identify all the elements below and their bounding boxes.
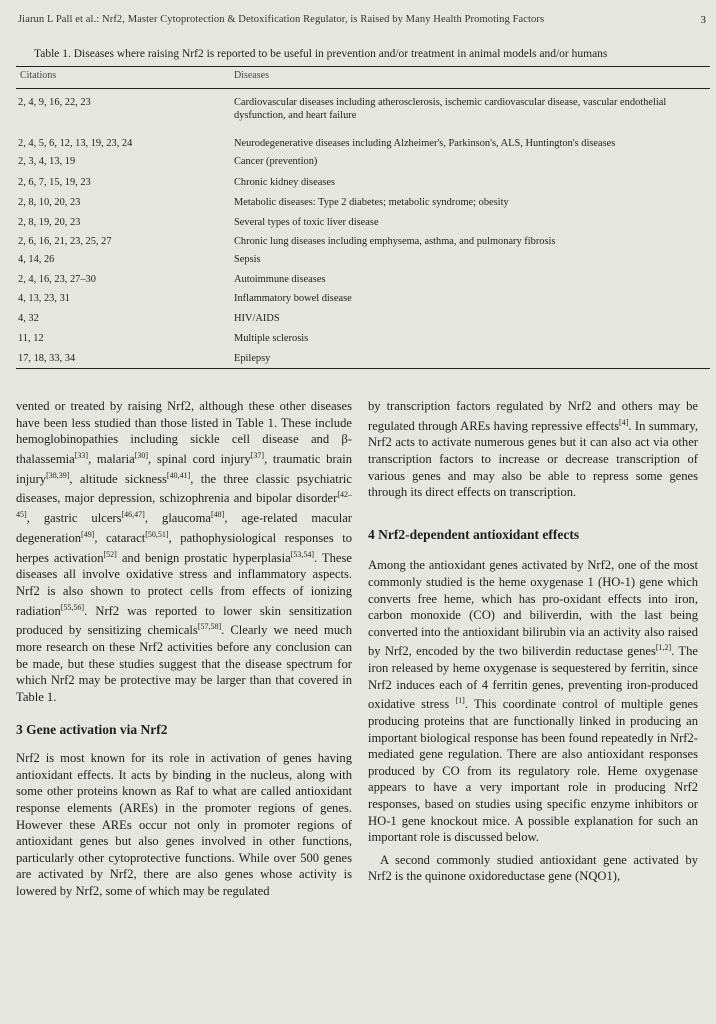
table-header-citations: Citations	[20, 70, 57, 81]
table-cell-citations: 4, 32	[18, 313, 39, 324]
table-cell-diseases: Neurodegenerative diseases including Alzheimer's, Parkinson's, ALS, Huntington's diseases	[234, 138, 616, 149]
table-cell-citations: 2, 6, 16, 21, 23, 25, 27	[18, 236, 112, 247]
citation-superscript: [55,56]	[60, 602, 85, 612]
table-cell-diseases: Several types of toxic liver disease	[234, 217, 379, 228]
table-cell-diseases: Epilepsy	[234, 353, 271, 364]
citation-superscript: [42–45]	[16, 490, 352, 520]
citation-superscript: [46,47]	[121, 510, 145, 520]
page-number: 3	[700, 14, 706, 26]
citation-superscript: [38,39]	[46, 470, 70, 480]
table-cell-diseases: Autoimmune diseases	[234, 274, 326, 285]
citation-superscript: [4]	[619, 417, 629, 427]
citation-superscript: [40,41]	[166, 470, 191, 480]
table-cell-citations: 2, 8, 19, 20, 23	[18, 217, 81, 228]
table-cell-diseases: Metabolic diseases: Type 2 diabetes; metabolic syndrome; obesity	[234, 197, 509, 208]
table-cell-diseases: Sepsis	[234, 254, 261, 265]
citation-superscript: [33]	[74, 450, 89, 460]
right-paragraph-1: by transcription factors regulated by Nrf2 and others may be regulated through AREs having repressive effects[4]. In summary, Nrf2 acts to activate numerous genes but it can also act via other transcription factors to increase or decrease transcription of various genes and may also be able to repress some genes through its direct effects on transcription.	[368, 399, 698, 500]
table-header-rule	[16, 88, 710, 89]
table-cell-citations: 4, 14, 26	[18, 254, 55, 265]
citation-superscript: [1,2]	[655, 643, 672, 653]
table-bottom-rule	[16, 368, 710, 369]
table-cell-diseases: HIV/AIDS	[234, 313, 280, 324]
citation-superscript: [37]	[250, 450, 265, 460]
left-paragraph-1: vented or treated by raising Nrf2, although these other diseases have been less studied than those listed in Table 1. These include hemoglobinopathies including sickle cell disease and β-thalassemia[33], malaria[30], spinal cord injury[37], traumatic brain injury[38,39], altitude sickness[40,41], the three classic psychiatric diseases, major depression, schizophrenia and bipolar disorder[42–45], gastric ulcers[46,47], glaucoma[48], age-related macular degeneration[49], cataract[50,51], pathophysiological responses to herpes activation[52] and benign prostatic hyperplasia[53,54]. These diseases all involve oxidative stress and inflammatory aspects. Nrf2 is also shown to protect cells from effects of ionizing radiation[55,56]. Nrf2 was reported to lower skin sensitization produced by sensitizing chemicals[57,58]. Clearly we need much more research on these Nrf2 activities before any conclusion can be made, but these studies suggest that the disease spectrum for which Nrf2 may be protective may be larger than that covered in Table 1.	[16, 399, 352, 704]
table-cell-diseases: Inflammatory bowel disease	[234, 293, 352, 304]
citation-superscript: [50,51]	[145, 529, 169, 539]
left-paragraph-2: Nrf2 is most known for its role in activation of genes having antioxidant effects. It acts by binding in the nucleus, along with some other proteins known as Raf to what are called antioxidant response elements (AREs) in the promoter regions of genes. However these AREs occur not only in promoter regions of antioxidant genes but also genes involved in other functions, particularly other cytoprotective functions. While over 500 genes are activated by Nrf2, there are also genes whose activity is lowered by Nrf2, some of which may be regulated	[16, 751, 352, 898]
table-cell-diseases: Chronic kidney diseases	[234, 177, 335, 188]
citation-superscript: [57,58]	[197, 622, 222, 632]
table-cell-citations: 2, 8, 10, 20, 23	[18, 197, 81, 208]
table-cell-diseases: Multiple sclerosis	[234, 333, 309, 344]
section-4-heading: 4 Nrf2-dependent antioxidant effects	[368, 526, 580, 542]
table-cell-citations: 2, 4, 5, 6, 12, 13, 19, 23, 24	[18, 138, 133, 149]
table-top-rule	[16, 66, 710, 67]
citation-superscript: [53,54]	[290, 549, 315, 559]
table-cell-diseases: Cardiovascular diseases including atherosclerosis, ischemic cardiovascular disease, vascular endothelial dysfunction, and heart failure	[234, 97, 667, 121]
table-cell-citations: 11, 12	[18, 333, 44, 344]
right-paragraph-2: Among the antioxidant genes activated by Nrf2, one of the most commonly studied is the heme oxygenase 1 (HO-1) gene which converts free heme, which has pro-oxidant effects into iron, carbon monoxide (CO) and biliverdin, with the last being converted into the antioxidant bilirubin via an activity also raised by Nrf2, encoded by the two biliverdin reductase genes[1,2]. The iron released by heme oxygenase is sequestered by ferritin, since Nrf2 induces each of 4 ferritin genes, preventing iron-produced oxidative stress [1]. This coordinate control of multiple genes producing proteins that are functionally linked in producing an important biological response has been found repeatedly in Nrf2-mediated gene regulation. There are also antioxidant responses produced by CO from its regulatory role. Heme oxygenase appears to have a very important role in producing Nrf2 responses, based on studies using specific enzyme inhibitors or HO-1 gene knockout mice. A possible explanation for such an important role is discussed below.	[368, 558, 698, 845]
right-column	[368, 398, 698, 1016]
table-cell-citations: 4, 13, 23, 31	[18, 293, 70, 304]
table-header-diseases: Diseases	[234, 70, 269, 81]
table-cell-citations: 2, 6, 7, 15, 19, 23	[18, 177, 91, 188]
section-3-heading: 3 Gene activation via Nrf2	[16, 721, 168, 737]
table-cell-citations: 2, 4, 16, 23, 27–30	[18, 274, 96, 285]
citation-superscript: [52]	[103, 549, 117, 559]
citation-superscript: [30]	[134, 450, 149, 460]
table-caption: Table 1. Diseases where raising Nrf2 is reported to be useful in prevention and/or treatment in animal models and/or humans	[34, 48, 608, 60]
citation-superscript: [1]	[455, 696, 465, 706]
table-cell-citations: 17, 18, 33, 34	[18, 353, 76, 364]
running-header: Jiarun L Pall et al.: Nrf2, Master Cytoprotection & Detoxification Regulator, is Raised by Many Health Promoting Factors	[18, 14, 545, 25]
right-paragraph-3: A second commonly studied antioxidant gene activated by Nrf2 is the quinone oxidoreductase gene (NQO1),	[368, 852, 698, 884]
citation-superscript: [48]	[210, 510, 225, 520]
table-cell-diseases: Cancer (prevention)	[234, 156, 318, 167]
table-cell-diseases: Chronic lung diseases including emphysema, asthma, and pulmonary fibrosis	[234, 236, 556, 247]
table-cell-citations: 2, 4, 9, 16, 22, 23	[18, 97, 91, 108]
table-cell-citations: 2, 3, 4, 13, 19	[18, 156, 76, 167]
left-column	[16, 398, 352, 1016]
citation-superscript: [49]	[81, 529, 95, 539]
